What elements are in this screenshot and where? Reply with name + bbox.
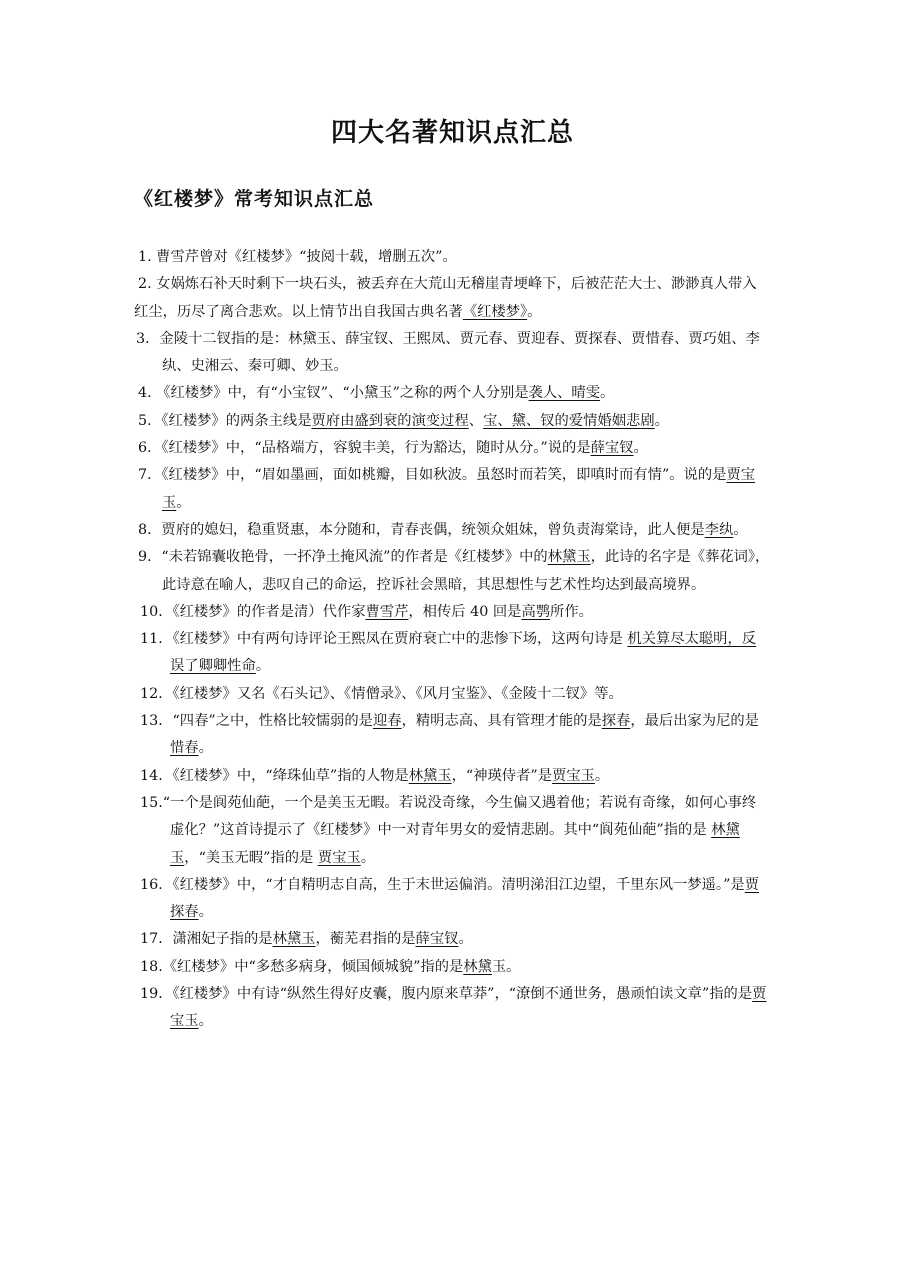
knowledge-point-item — [134, 763, 770, 790]
knowledge-point-item — [134, 708, 770, 763]
item-text: ，相传后 40 回是 — [408, 603, 522, 620]
underlined-answer: 林黛玉 — [547, 549, 591, 566]
item-text: 。 — [733, 521, 748, 538]
item-text: ，最后出家为尼的是 — [630, 713, 759, 730]
item-text: 。 — [360, 849, 376, 866]
item-text: 13．“四春”之中，性格比较懦弱的是 — [140, 713, 373, 730]
underlined-answer: 曹雪芹 — [365, 603, 409, 620]
item-text: 17．潇湘妃子指的是 — [140, 931, 273, 948]
item-text: 。 — [633, 440, 648, 457]
item-text: 11．《红楼梦》中有两句诗评论王熙凤在贾府衰亡中的悲惨下场，这两句诗是 — [140, 631, 628, 648]
underlined-answer: 宝、黛、钗的爱情婚姻悲剧 — [483, 412, 655, 429]
underlined-answer: 高鹗 — [521, 603, 551, 620]
item-text: 5．《红楼梦》的两条主线是 — [138, 412, 312, 429]
knowledge-point-item — [134, 681, 770, 708]
knowledge-point-item — [134, 544, 770, 599]
item-text: 14．《红楼梦》中，“绛珠仙草”指的人物是 — [140, 767, 409, 784]
underlined-answer: 贾探春 — [170, 876, 759, 921]
knowledge-point-item — [134, 408, 770, 435]
item-text: 15.“一个是阆苑仙葩，一个是美玉无暇。若说没奇缘，今生偏又遇着他；若说有奇缘，如何心事终虚化？”这首诗提示了《红楼梦》中一对青年男女的爱情悲剧。其中“阆苑仙葩”指的是 — [140, 794, 757, 839]
underlined-answer: 探春 — [601, 713, 631, 730]
knowledge-point-list — [134, 244, 770, 1036]
item-text: 。 — [527, 303, 542, 320]
knowledge-point-item — [134, 599, 770, 626]
knowledge-point-item — [134, 981, 770, 1036]
underlined-answer: 迎春 — [372, 713, 402, 730]
item-text: 、 — [468, 412, 484, 429]
item-text: 。 — [255, 658, 271, 675]
item-text: 。 — [198, 1013, 213, 1030]
underlined-answer: 机关算尽太聪明，反误了卿卿性命 — [170, 631, 757, 675]
underlined-answer: 林黛 — [463, 958, 492, 975]
item-text: 玉。 — [491, 958, 521, 975]
item-text: 。 — [198, 740, 213, 757]
item-text: 2. 女娲炼石补天时剩下一块石头，被丢弃在大荒山无稽崖青埂峰下，后被茫茫大士、渺渺真人带入红尘，历尽了离合悲欢。以上情节出自我国古典名著 — [134, 276, 757, 320]
item-text: 。 — [594, 767, 610, 784]
item-text: 。 — [198, 904, 213, 921]
underlined-answer: 李纨 — [704, 521, 734, 538]
item-text: 。 — [654, 412, 669, 429]
item-text: ，蘅芜君指的是 — [315, 931, 416, 948]
item-text: ，“神瑛侍者”是 — [451, 767, 553, 784]
section-title: 《红楼梦》常考知识点汇总 — [134, 188, 375, 210]
knowledge-point-item — [134, 244, 770, 271]
knowledge-point-item — [134, 926, 770, 953]
item-text: 所作。 — [550, 603, 593, 620]
item-text: ，此诗的名字是《葬花词》，此诗意在喻人，悲叹自己的命运，控诉社会黑暗，其思想性与艺术性均达到最高境界。 — [162, 549, 770, 593]
underlined-answer: 薛宝钗 — [590, 440, 634, 457]
item-text: 。 — [600, 385, 615, 402]
underlined-answer: 林黛玉 — [408, 767, 452, 784]
document-title: 四大名著知识点汇总 — [330, 118, 574, 148]
underlined-answer: 贾宝玉 — [317, 849, 361, 866]
item-text: 1. 曹雪芹曾对《红楼梦》“披阅十载，增删五次”。 — [138, 249, 457, 265]
underlined-answer: 惜春 — [170, 740, 199, 757]
underlined-answer: 贾府由盛到衰的演变过程 — [311, 412, 469, 429]
underlined-answer: 袭人、晴雯 — [528, 385, 601, 402]
item-text: 12．《红楼梦》又名《石头记》、《情僧录》、《风月宝鉴》、《金陵十二钗》等。 — [140, 685, 623, 702]
item-text: 。 — [176, 494, 191, 511]
knowledge-point-item — [134, 872, 770, 927]
item-text: 。 — [458, 931, 473, 948]
item-text: 10．《红楼梦》的作者是清）代作家 — [140, 603, 366, 620]
item-text: 4. 《红楼梦》中，有“小宝钗”、“小黛玉”之称的两个人分别是 — [138, 385, 529, 402]
underlined-answer: 贾宝玉 — [552, 767, 595, 784]
knowledge-point-item — [134, 954, 770, 981]
item-text: 16．《红楼梦》中，“才自精明志自高，生于末世运偏消。清明涕泪江边望，千里东风一梦遥。”是 — [140, 876, 745, 893]
item-text: 7．《红楼梦》中，“眉如墨画，面如桃瓣，目如秋波。虽怒时而若笑，即嗔时而有情”。说的是 — [138, 467, 727, 484]
underlined-answer: 贾宝玉 — [170, 986, 767, 1030]
item-text: 8．贾府的媳妇，稳重贤惠，本分随和，青春丧偶，统领众姐妹，曾负责海棠诗，此人便是 — [138, 521, 705, 538]
underlined-answer: 林黛玉 — [170, 822, 740, 866]
item-text: 6．《红楼梦》中，“品格端方，容貌丰美，行为豁达，随时从分。”说的是 — [138, 440, 591, 457]
knowledge-point-item — [134, 790, 770, 872]
knowledge-point-item — [134, 517, 770, 544]
item-text: 19．《红楼梦》中有诗“纵然生得好皮囊，腹内原来草莽”，“潦倒不通世务，愚顽怕读文章”指的是 — [140, 986, 753, 1003]
underlined-answer: 林黛玉 — [272, 931, 316, 948]
knowledge-point-item — [134, 380, 770, 407]
item-text: ，精明志高、具有管理才能的是 — [401, 713, 602, 730]
underlined-answer: 薛宝钗 — [415, 931, 459, 948]
item-text: ，“美玉无暇”指的是 — [184, 849, 318, 866]
knowledge-point-item — [134, 435, 770, 462]
knowledge-point-item — [134, 326, 770, 381]
knowledge-point-item — [134, 462, 770, 517]
item-text: 18.《红楼梦》中“多愁多病身，倾国倾城貌”指的是 — [140, 958, 464, 975]
item-text: 3．金陵十二钗指的是：林黛玉、薛宝钗、王熙凤、贾元春、贾迎春、贾探春、贾惜春、贾巧姐、李纨、史湘云、秦可卿、妙玉。 — [136, 330, 760, 375]
underlined-answer: 贾宝玉 — [162, 467, 756, 511]
knowledge-point-item — [134, 271, 770, 326]
item-text: 9．“未若锦囊收艳骨，一抔净土掩风流”的作者是《红楼梦》中的 — [138, 549, 548, 566]
underlined-answer: 《红楼梦》 — [462, 303, 528, 320]
knowledge-point-item — [134, 626, 770, 681]
